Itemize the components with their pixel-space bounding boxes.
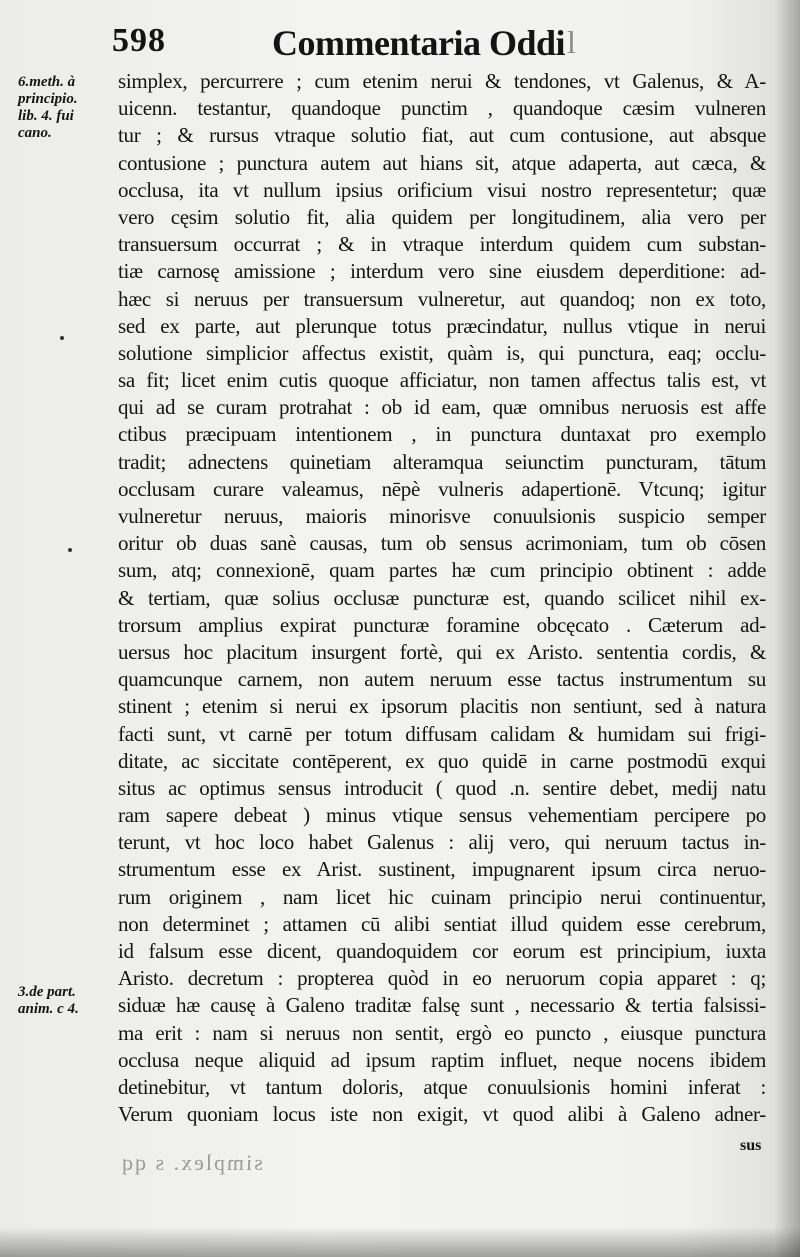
text-line: facti sunt, vt carnē per totum diffusam calidam & humidam sui frigi-	[118, 721, 766, 746]
text-line: strumentum esse ex Arist. sustinent, impugnarent ipsum circa neruo-	[118, 857, 766, 882]
margin-note-line: cano.	[18, 125, 52, 141]
text-line: ditate, ac siccitate contēperent, ex quo quidē in carne postmodū exqui	[118, 748, 766, 773]
text-line: sed ex parte, aut plerunque totus præcindatur, nullus vtique in nerui	[118, 313, 766, 338]
text-line: occlusa, ita vt nullum ipsius orificium visui nostro representetur; quæ	[118, 177, 766, 202]
text-line: sa fit; licet enim cutis quoque afficiatur, non tamen affectus talis est, vt	[118, 368, 766, 393]
text-line: rum originem , nam licet hic cuinam principio nerui continuentur,	[118, 884, 766, 909]
text-line: uicenn. testantur, quandoque punctim , quandoque cæsim vulneren	[118, 96, 766, 121]
margin-note-line: lib. 4. fui	[18, 108, 74, 124]
margin-note-line: 6.meth. à	[18, 74, 76, 90]
margin-note-line: 3.de part.	[18, 984, 76, 1000]
text-line: occlusa neque aliquid ad ipsum raptim influet, neque nocens ibidem	[118, 1047, 766, 1072]
text-line: tradit; adnectens quinetiam alteramqua seiunctim puncturam, tātum	[118, 449, 766, 474]
text-line: simplex, percurrere ; cum etenim nerui & tendones, vt Galenus, & A-	[118, 69, 766, 93]
text-line: tiæ carnosę amissione ; interdum vero sine eiusdem deperditione: ad-	[118, 259, 766, 284]
page-header	[112, 22, 772, 70]
margin-note-bottom	[18, 984, 110, 1018]
bleed-through-footer: simplex. s qq	[120, 1150, 263, 1175]
text-line: Aristo. decretum : propterea quòd in eo neruorum copia apparet : q;	[118, 966, 766, 991]
text-line: Verum quoniam locus iste non exigit, vt quod alibi à Galeno adner-	[118, 1102, 766, 1127]
running-title: Commentaria Oddi	[272, 23, 565, 63]
page-edge-shadow	[774, 0, 800, 1257]
catchword: sus	[740, 1137, 762, 1154]
text-line: non determinet ; attamen cū alibi sentiat illud quidem esse cerebrum,	[118, 911, 766, 936]
text-line: occlusam curare valeamus, nēpè vulneris adapertionē. Vtcunq; igitur	[118, 476, 766, 501]
margin-dot	[60, 336, 64, 340]
text-line: terunt, vt hoc loco habet Galenus : alij vero, qui neruum tactus in-	[118, 830, 766, 855]
text-line: & tertiam, quæ solius occlusæ puncturæ est, quando scilicet nihil ex-	[118, 585, 766, 610]
text-line: uersus hoc placitum insurgent fortè, qui ex Aristo. sententia cordis, &	[118, 639, 766, 664]
page-number: 598	[112, 22, 166, 59]
margin-note-line: anim. c 4.	[18, 1001, 79, 1017]
text-line: sum, atq; connexionē, quam partes hæ cum principio obtinent : adde	[118, 558, 766, 583]
page-bottom-shadow	[0, 1227, 800, 1257]
text-line: vero cęsim solutio fit, alia quidem per longitudinem, alia vero per	[118, 204, 766, 229]
text-line: hæc si neruus per transuersum vulneretur, aut quandoq; non ex toto,	[118, 286, 766, 311]
text-line: ma erit : nam si neruus non sentit, ergò eo puncto , eiusque punctura	[118, 1020, 766, 1045]
bleed-through-mark: l	[567, 24, 576, 60]
text-line: ram sapere debeat ) minus vtique sensus vehementiam percipere po	[118, 803, 766, 828]
text-line: oritur ob duas sanè causas, tum ob sensus acrimoniam, tum ob cōsen	[118, 531, 766, 556]
text-line: tur ; & rursus vtraque solutio fiat, aut cum contusione, aut absque	[118, 123, 766, 148]
text-line: id falsum esse dicent, quandoquidem cor eorum est principium, iuxta	[118, 939, 766, 963]
text-line: trorsum amplius expirat puncturæ foramine obcęcato . Cæterum ad-	[118, 612, 766, 637]
margin-note-top	[18, 74, 110, 142]
text-line: qui ad se curam protrahat : ob id eam, quæ omnibus neruosis est affe	[118, 395, 766, 420]
text-line: ctibus præcipuam intentionem , in punctura duntaxat pro exemplo	[118, 422, 766, 447]
margin-dot	[68, 548, 72, 552]
text-line: situs ac optimus sensus introducit ( quod .n. sentire debet, medij natu	[118, 775, 766, 800]
text-line: detinebitur, vt tantum doloris, atque conuulsionis homini inferat :	[118, 1074, 766, 1099]
text-line: quamcunque carnem, non autem neruum esse tactus instrumentum su	[118, 667, 766, 692]
text-line: transuersum occurrat ; & in vtraque interdum quidem cum substan-	[118, 232, 766, 257]
body-text	[118, 68, 766, 1128]
text-line: solutione simplicior affectus existit, quàm is, qui punctura, eaq; occlu-	[118, 340, 766, 365]
text-line: siduæ hæ causę à Galeno traditæ falsę sunt , necessario & tertia falsissi-	[118, 993, 766, 1018]
text-line: vulneretur neruus, maioris minorisve conuulsionis suspicio semper	[118, 504, 766, 528]
text-line: contusione ; punctura autem aut hians sit, atque adaperta, aut cæca, &	[118, 150, 766, 175]
text-line: stinent ; etenim si nerui ex ipsorum placitis non sentiunt, sed à natura	[118, 694, 766, 719]
margin-note-line: principio.	[18, 91, 78, 107]
